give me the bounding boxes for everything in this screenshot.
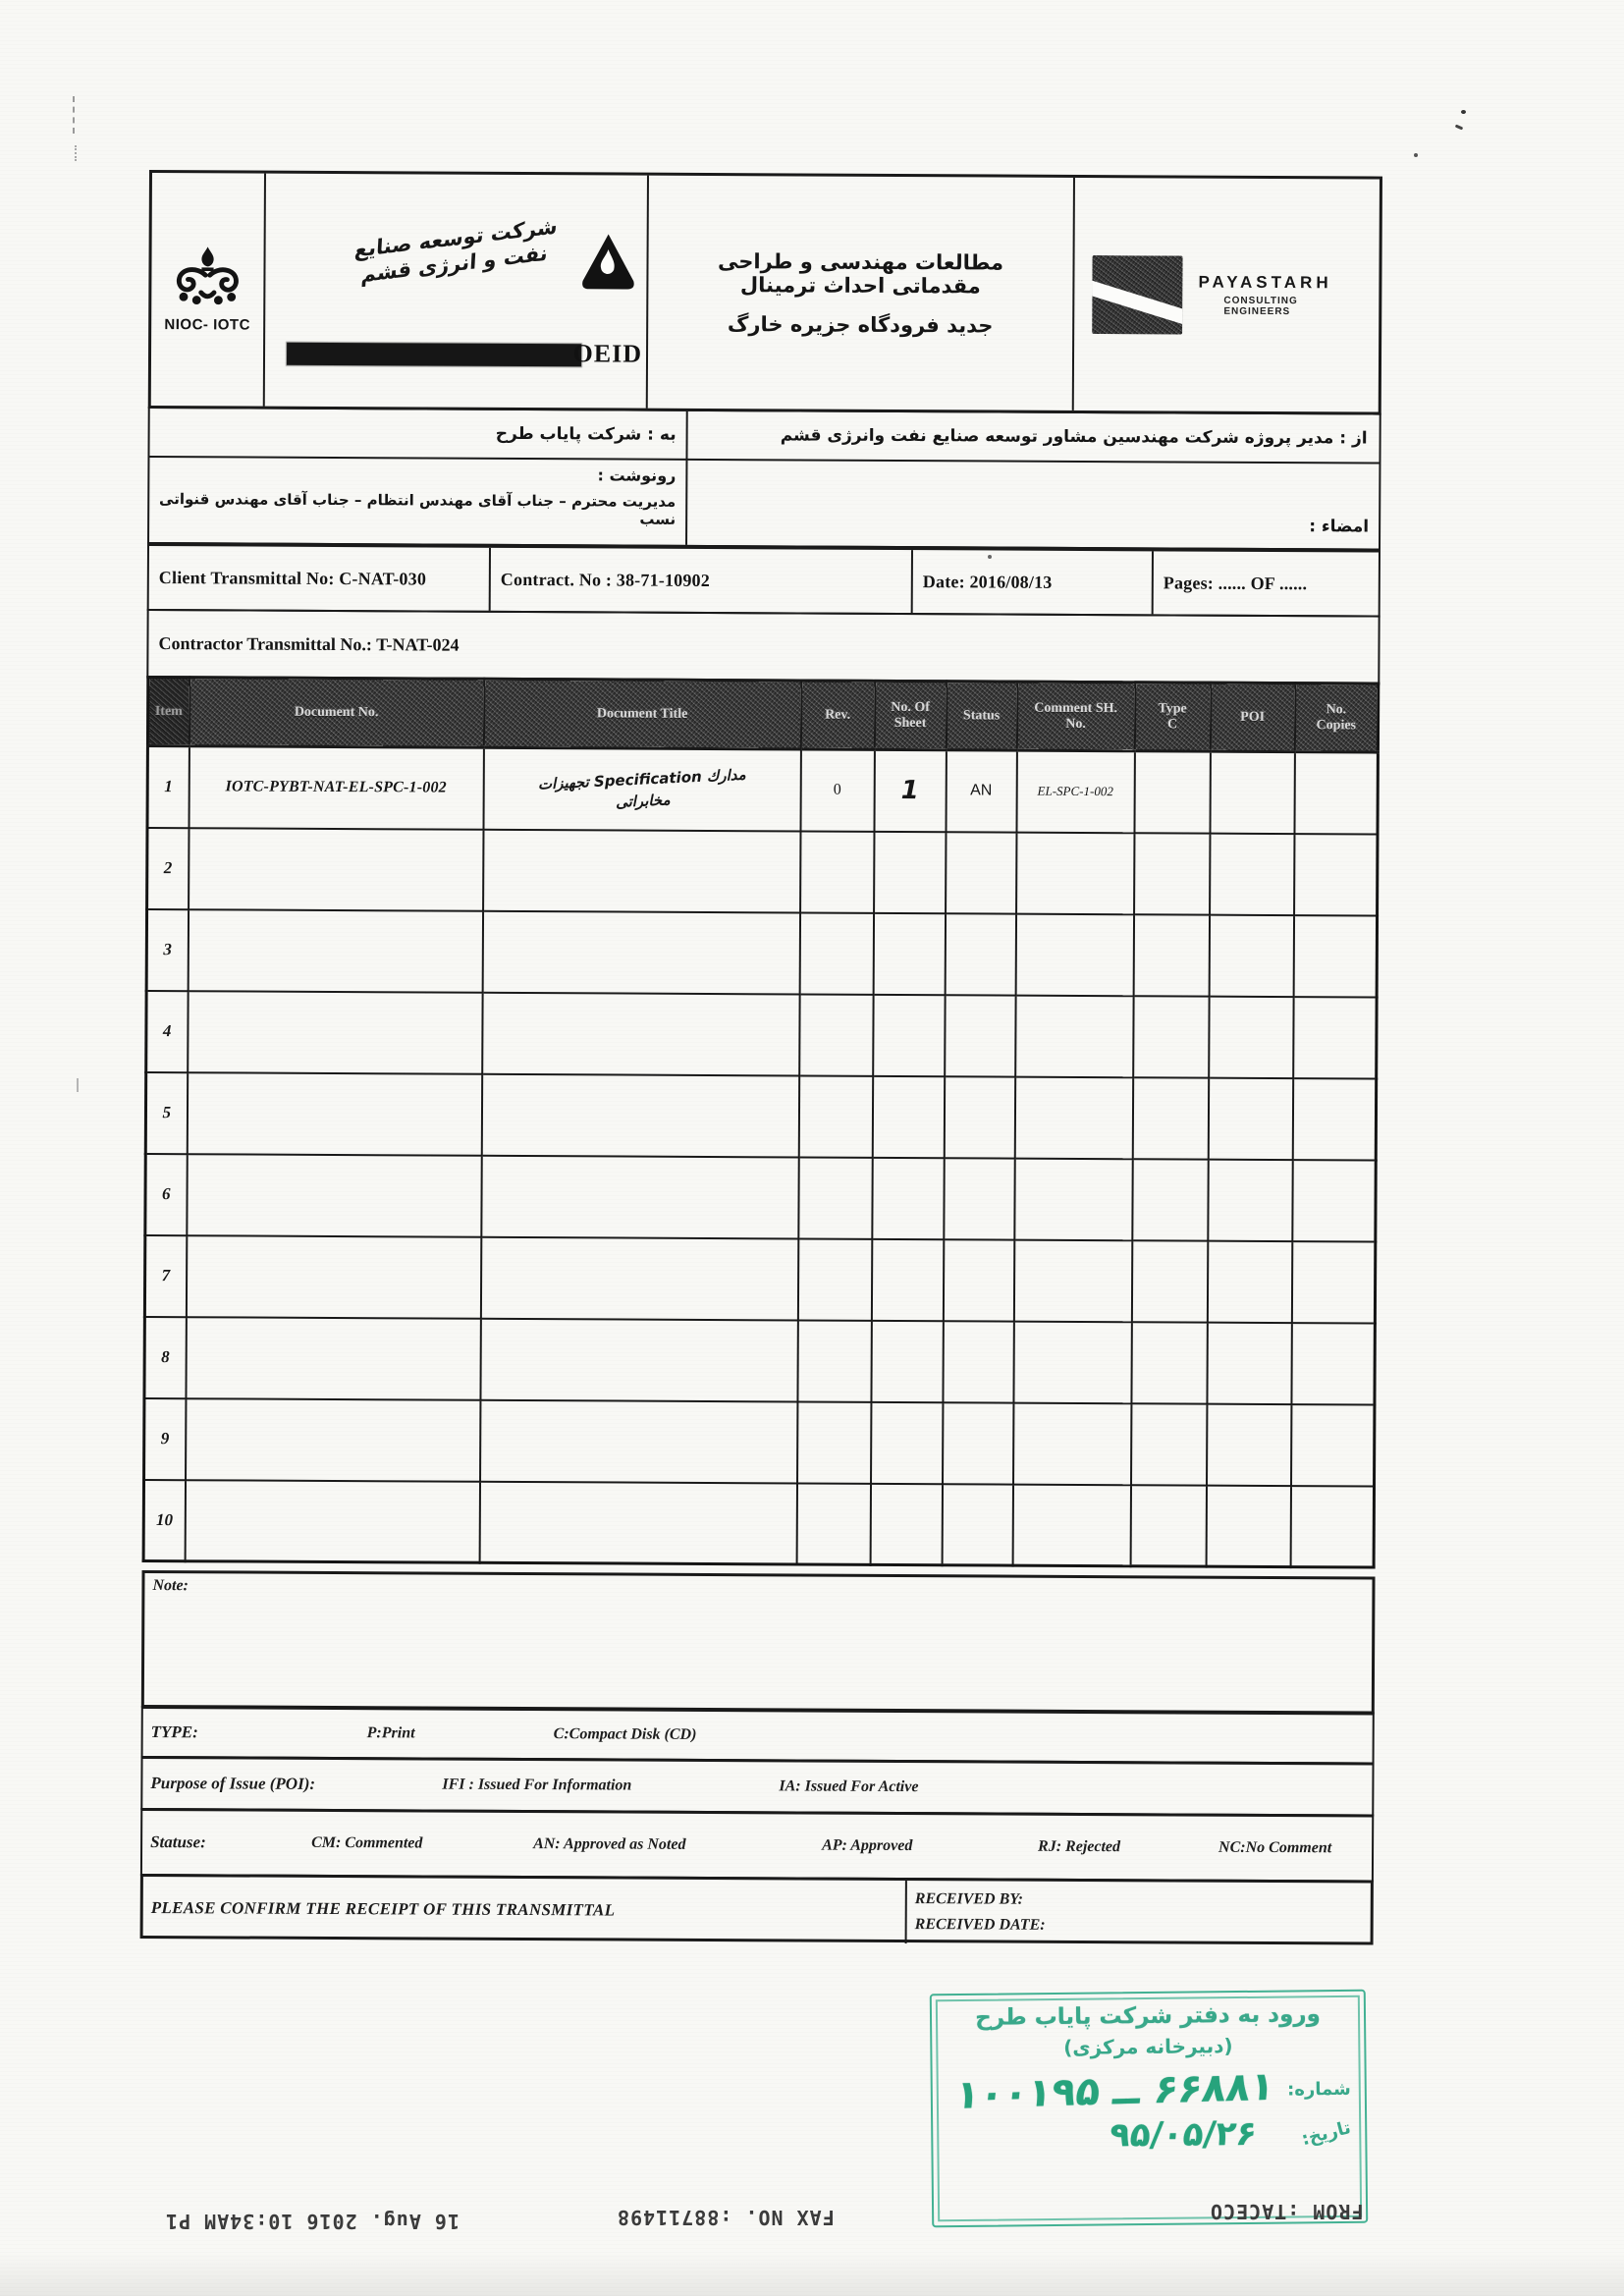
confirm-row — [140, 1874, 1374, 1945]
nioc-logo-cell — [151, 173, 266, 407]
fax-datetime: 16 Aug. 2016 10:34AM P1 — [165, 2210, 460, 2233]
type-item: P:Print — [366, 1724, 415, 1742]
project-title-line2: جدید فرودگاه جزیره خارگ — [727, 311, 994, 338]
fax-from: FROM :TACECO — [1210, 2200, 1364, 2223]
scan-shadow — [0, 2253, 1624, 2296]
scan-artifact — [75, 145, 77, 161]
from-line: از : مدیر پروژه شرکت مهندسین مشاور توسعه صنایع نفت وانرژی قشم — [687, 411, 1379, 465]
cell-document-title: مدارك Specification تجهیزات مخابراتی — [481, 741, 802, 838]
copy-cell — [149, 458, 687, 545]
payastarh-text — [1198, 273, 1361, 318]
scan-artifact — [1414, 153, 1418, 157]
oeid-calligraphy: شرکت توسعه صنایع نفت و انرژی قشم — [353, 214, 559, 288]
received-by-label: RECEIVED BY: — [914, 1890, 1023, 1908]
table-row — [145, 1153, 1376, 1241]
col-no-copies: No. Copies — [1294, 683, 1378, 752]
payastarh-subtitle: CONSULTING ENGINEERS — [1223, 295, 1298, 318]
table-row — [144, 1234, 1375, 1323]
to-line: به : شرکت پایاب طرح — [149, 409, 687, 461]
nioc-emblem-icon — [169, 246, 245, 306]
documents-table — [142, 676, 1380, 1569]
col-status: Status — [946, 682, 1016, 750]
status-item: AN: Approved as Noted — [533, 1835, 686, 1853]
client-transmittal-no: Client Transmittal No: C-NAT-030 — [149, 546, 491, 611]
nioc-label: NIOC- IOTC — [164, 316, 250, 334]
type-label: TYPE: — [150, 1722, 198, 1742]
confirm-text: PLEASE CONFIRM THE RECEIPT OF THIS TRANSMITTAL — [143, 1877, 907, 1943]
table-row — [146, 908, 1377, 997]
transmittal-form — [140, 172, 1382, 1945]
table-row — [146, 990, 1377, 1078]
table-row — [145, 1071, 1376, 1160]
cell-item: 2 — [147, 827, 189, 908]
stamp-date-label: تاریخ: — [1299, 2116, 1354, 2150]
contract-no: Contract. No : 38-71-10902 — [491, 548, 913, 613]
stamp-line2: (دبیرخانه مرکزی) — [1063, 2034, 1233, 2059]
col-item: Item — [147, 678, 189, 746]
signature-label: امضاء : — [1309, 517, 1370, 537]
stamp-line1: ورود به دفتر شرکت پایاب طرح — [975, 2001, 1321, 2031]
cell-item: 4 — [146, 990, 188, 1071]
poi-item: IFI : Issued For Information — [442, 1776, 632, 1794]
cell-item: 5 — [145, 1071, 187, 1153]
stamp-date-value: ۹۵/۰۵/۲۶ — [1108, 2113, 1259, 2156]
scan-artifact — [77, 1078, 79, 1092]
cell-status: AN — [946, 750, 1016, 832]
table-row — [144, 1397, 1375, 1486]
status-legend-row — [140, 1808, 1374, 1883]
status-label: Statuse: — [150, 1832, 206, 1852]
cell-item: 9 — [144, 1397, 186, 1479]
transmittal-date: Date: 2016/08/13 — [913, 550, 1154, 614]
received-date-label: RECEIVED DATE: — [914, 1916, 1046, 1934]
col-comment-sh-no: Comment SH. No. — [1016, 682, 1134, 751]
entry-stamp — [930, 1990, 1368, 2228]
poi-legend-row — [140, 1756, 1374, 1817]
note-box — [141, 1570, 1376, 1715]
table-header-row — [147, 678, 1378, 753]
note-label: Note: — [152, 1577, 189, 1595]
oeid-label: OEID — [572, 339, 643, 368]
cell-item: 8 — [144, 1316, 186, 1397]
cell-poi — [1210, 751, 1294, 833]
copy-label: رونوشت : — [597, 465, 677, 485]
cell-comment-sh-no: EL-SPC-1-002 — [1016, 750, 1134, 833]
table-row — [143, 1479, 1374, 1567]
poi-item: IA: Issued For Active — [779, 1777, 919, 1796]
oeid-black-bar — [287, 343, 581, 367]
fax-number: FAX NO. :88711498 — [617, 2206, 835, 2229]
status-item: AP: Approved — [822, 1836, 913, 1855]
type-legend-row — [141, 1706, 1375, 1765]
cell-rev: 0 — [800, 749, 874, 831]
cell-item: 1 — [147, 745, 189, 827]
pages-field: Pages: ...... OF ...... — [1163, 572, 1308, 593]
cell-document-no: IOTC-PYBT-NAT-EL-SPC-1-002 — [189, 746, 483, 830]
addressing-block — [147, 407, 1381, 551]
scan-artifact — [73, 96, 75, 134]
payastarh-name: PAYASTARH — [1198, 272, 1332, 293]
project-title-line1: مطالعات مهندسی و طراحی مقدماتی احداث ترمینال — [717, 248, 1004, 298]
payastarh-logo-icon — [1092, 255, 1182, 334]
status-item: RJ: Rejected — [1038, 1837, 1121, 1856]
col-document-no: Document No. — [189, 678, 483, 748]
stamp-date-row — [947, 2113, 1354, 2157]
status-item: NC:No Comment — [1218, 1838, 1332, 1857]
cell-item: 7 — [144, 1234, 186, 1316]
scan-artifact — [1455, 125, 1464, 131]
table-row — [147, 827, 1378, 915]
project-title-cell — [648, 176, 1075, 410]
cell-item: 6 — [145, 1153, 187, 1234]
payastarh-logo-cell — [1074, 178, 1380, 412]
status-item: CM: Commented — [311, 1833, 423, 1852]
copy-names: مدیریت محترم – جناب آقای مهندس انتظام – جناب آقای مهندس قنواتی نسب — [159, 490, 677, 528]
form-header — [148, 170, 1382, 415]
contractor-transmittal-no: Contractor Transmittal No.: T-NAT-024 — [146, 609, 1380, 684]
cell-item: 10 — [143, 1479, 185, 1560]
table-row — [147, 745, 1378, 834]
signature-cell — [687, 461, 1379, 549]
oeid-logo-cell — [265, 174, 649, 409]
col-type: Type C — [1134, 683, 1210, 751]
oeid-triangle-icon — [579, 232, 636, 291]
cell-sheets: 1 — [874, 749, 946, 831]
stamp-number-label: شماره: — [1286, 2078, 1351, 2101]
col-poi: POI — [1210, 683, 1294, 751]
transmittal-meta-row — [147, 542, 1380, 618]
received-cell — [907, 1881, 1371, 1945]
col-rev: Rev. — [800, 681, 874, 749]
poi-label: Purpose of Issue (POI): — [150, 1774, 316, 1793]
scan-artifact — [1461, 110, 1466, 114]
type-item: C:Compact Disk (CD) — [553, 1725, 697, 1743]
cell-item: 3 — [146, 908, 188, 990]
cell-copies — [1294, 752, 1378, 834]
table-row — [144, 1316, 1375, 1404]
col-no-of-sheet: No. Of Sheet — [874, 681, 946, 749]
col-document-title: Document Title — [483, 679, 800, 749]
stamp-number-value: ۱۰۰۱۹۵ ــ ۶۶۸۸۱ — [952, 2063, 1277, 2118]
stamp-number-row — [947, 2063, 1351, 2118]
cell-type — [1134, 751, 1210, 833]
